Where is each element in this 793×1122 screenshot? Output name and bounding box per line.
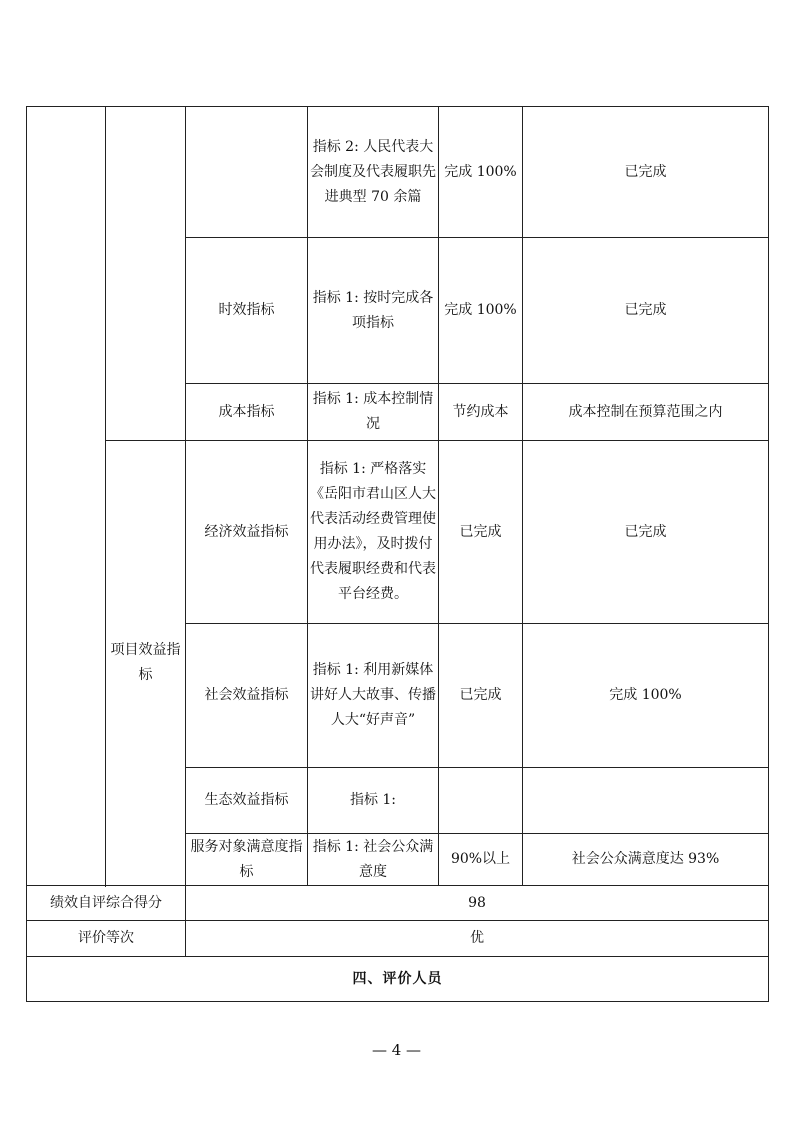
grade-label: 评价等次 [27,921,186,957]
indicator-cell: 指标 1: 社会公众满意度 [308,834,439,886]
section-heading: 四、评价人员 [27,957,769,1002]
subcategory-name-cell: 经济效益指标 [186,441,308,624]
result-cell: 完成 100% [523,624,769,768]
table-row [27,441,769,624]
output-indicator-category-cell [106,107,186,441]
result-cell: 社会公众满意度达 93% [523,834,769,886]
table-row [27,107,769,238]
table-row [27,886,769,921]
result-cell: 成本控制在预算范围之内 [523,384,769,441]
subcategory-name-cell: 服务对象满意度指标 [186,834,308,886]
subcategory-name-cell: 生态效益指标 [186,768,308,834]
table-row [27,957,769,1002]
table-row [27,921,769,957]
total-score-value: 98 [186,886,769,921]
indicator-cell: 指标 1: 利用新媒体讲好人大故事、传播人大“好声音” [308,624,439,768]
result-cell: 已完成 [523,441,769,624]
subcategory-name-cell: 成本指标 [186,384,308,441]
benefit-indicator-category-cell: 项目效益指标 [106,441,186,886]
total-score-label: 绩效自评综合得分 [27,886,186,921]
target-cell: 完成 100% [439,107,523,238]
page-number: — 4 — [371,1041,422,1059]
target-cell: 已完成 [439,624,523,768]
performance-evaluation-table [26,106,769,1002]
target-cell: 已完成 [439,441,523,624]
subcategory-name-cell: 时效指标 [186,238,308,384]
target-cell: 90%以上 [439,834,523,886]
grade-value: 优 [186,921,769,957]
subcategory-name-cell: 社会效益指标 [186,624,308,768]
indicator-cell: 指标 1: 成本控制情况 [308,384,439,441]
target-cell: 完成 100% [439,238,523,384]
result-cell: 已完成 [523,107,769,238]
indicator-cell: 指标 1: 严格落实《岳阳市君山区人大代表活动经费管理使用办法》，及时拨付代表履职经费和代表平台经费。 [308,441,439,624]
outer-category-cell [27,107,106,886]
result-cell [523,768,769,834]
target-cell: 节约成本 [439,384,523,441]
quantity-subcategory-cell [186,107,308,238]
indicator-cell: 指标 1: [308,768,439,834]
indicator-cell: 指标 2: 人民代表大会制度及代表履职先进典型 70 余篇 [308,107,439,238]
result-cell: 已完成 [523,238,769,384]
target-cell [439,768,523,834]
indicator-cell: 指标 1: 按时完成各项指标 [308,238,439,384]
